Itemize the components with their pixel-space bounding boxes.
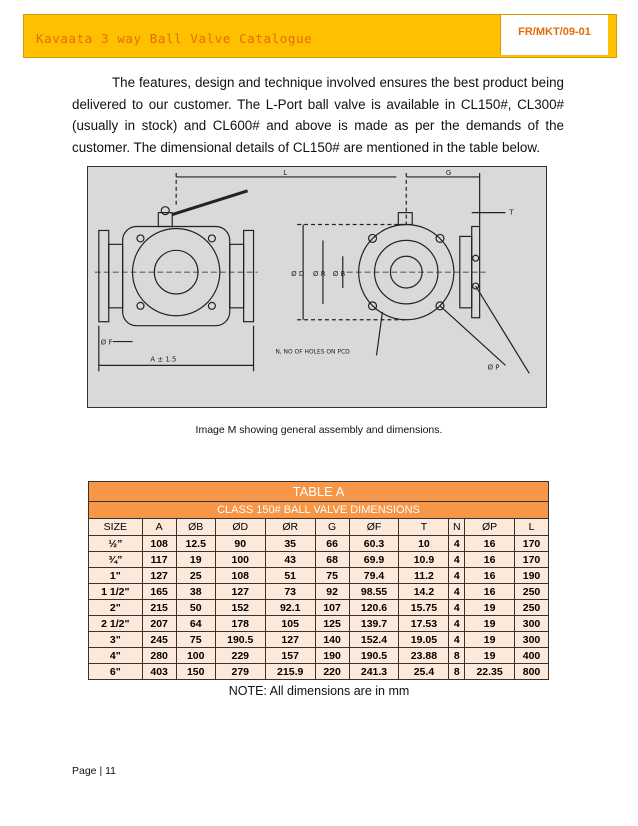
- table-row: [89, 552, 549, 568]
- table-cell: 92.1: [265, 600, 315, 616]
- table-cell: 25: [176, 568, 215, 584]
- table-cell: 117: [142, 552, 176, 568]
- table-cell: 98.55: [349, 584, 399, 600]
- table-cell: 25.4: [399, 664, 449, 680]
- table-cell: 19: [176, 552, 215, 568]
- table-cell: 108: [215, 568, 265, 584]
- table-cell: 4: [449, 632, 465, 648]
- table-cell: 300: [515, 632, 549, 648]
- table-cell: 4: [449, 600, 465, 616]
- table-cell: 14.2: [399, 584, 449, 600]
- table-cell: 19: [465, 648, 515, 664]
- column-header: A: [142, 519, 176, 536]
- table-cell: 190: [515, 568, 549, 584]
- table-cell: 38: [176, 584, 215, 600]
- table-cell: 60.3: [349, 536, 399, 552]
- table-cell: 120.6: [349, 600, 399, 616]
- table-cell: 190: [315, 648, 349, 664]
- table-cell: 4: [449, 536, 465, 552]
- dim-label-b: Ø B: [332, 270, 346, 279]
- table-cell: 68: [315, 552, 349, 568]
- dim-label-a: A ± 1.5: [150, 355, 177, 364]
- dim-label-t: T: [509, 208, 514, 217]
- table-cell: 4: [449, 584, 465, 600]
- table-cell: 1 1/2": [89, 584, 143, 600]
- table-cell: 125: [315, 616, 349, 632]
- table-cell: 403: [142, 664, 176, 680]
- document-code: FR/MKT/09-01: [500, 15, 608, 55]
- table-cell: 215.9: [265, 664, 315, 680]
- dim-label-p: Ø P: [487, 363, 500, 372]
- table-cell: 73: [265, 584, 315, 600]
- table-subtitle: CLASS 150# BALL VALVE DIMENSIONS: [89, 502, 549, 519]
- table-cell: 241.3: [349, 664, 399, 680]
- page-number: Page | 11: [72, 765, 116, 777]
- table-cell: 50: [176, 600, 215, 616]
- table-cell: 250: [515, 584, 549, 600]
- table-cell: ¾”: [89, 552, 143, 568]
- table-cell: 190.5: [215, 632, 265, 648]
- intro-paragraph: The features, design and technique involved ensures the best product being delivered to our customer. The L-Port ball valve is available in CL150#, CL300# (usually in stock) and CL600# and above is made as per the demands of the customer. The dimensional details of CL150# are mentioned in the table below.: [72, 75, 564, 155]
- table-row: [89, 664, 549, 680]
- table-cell: 4: [449, 616, 465, 632]
- table-cell: 16: [465, 552, 515, 568]
- table-cell: 400: [515, 648, 549, 664]
- column-header: ØP: [465, 519, 515, 536]
- table-cell: 300: [515, 616, 549, 632]
- table-cell: 15.75: [399, 600, 449, 616]
- table-row: [89, 600, 549, 616]
- document-title: Kavaata 3 way Ball Valve Catalogue: [36, 31, 313, 46]
- table-cell: 152.4: [349, 632, 399, 648]
- table-cell: 6": [89, 664, 143, 680]
- table-cell: 207: [142, 616, 176, 632]
- dim-label-f: Ø F: [100, 338, 113, 347]
- table-cell: 10.9: [399, 552, 449, 568]
- table-cell: 16: [465, 536, 515, 552]
- table-cell: 127: [215, 584, 265, 600]
- table-header-row: [89, 519, 549, 536]
- table-cell: 100: [215, 552, 265, 568]
- table-cell: 17.53: [399, 616, 449, 632]
- table-cell: 3": [89, 632, 143, 648]
- table-cell: 170: [515, 552, 549, 568]
- table-cell: 250: [515, 600, 549, 616]
- column-header: SIZE: [89, 519, 143, 536]
- table-cell: 90: [215, 536, 265, 552]
- table-cell: 8: [449, 648, 465, 664]
- table-cell: ½”: [89, 536, 143, 552]
- dim-label-d: Ø D: [291, 270, 305, 279]
- table-row: [89, 648, 549, 664]
- column-header: ØD: [215, 519, 265, 536]
- table-cell: 170: [515, 536, 549, 552]
- table-cell: 10: [399, 536, 449, 552]
- column-header: N: [449, 519, 465, 536]
- table-cell: 229: [215, 648, 265, 664]
- table-cell: 35: [265, 536, 315, 552]
- column-header: ØR: [265, 519, 315, 536]
- table-cell: 16: [465, 584, 515, 600]
- table-cell: 64: [176, 616, 215, 632]
- table-cell: 165: [142, 584, 176, 600]
- table-cell: 139.7: [349, 616, 399, 632]
- table-cell: 279: [215, 664, 265, 680]
- dimensions-table: [88, 481, 549, 680]
- table-cell: 51: [265, 568, 315, 584]
- table-title: TABLE A: [89, 482, 549, 502]
- column-header: T: [399, 519, 449, 536]
- table-row: [89, 584, 549, 600]
- table-cell: 215: [142, 600, 176, 616]
- table-cell: 8: [449, 664, 465, 680]
- table-row: [89, 536, 549, 552]
- dim-label-g: G: [445, 168, 452, 177]
- table-cell: 12.5: [176, 536, 215, 552]
- table-cell: 105: [265, 616, 315, 632]
- column-header: ØB: [176, 519, 215, 536]
- table-cell: 108: [142, 536, 176, 552]
- table-cell: 107: [315, 600, 349, 616]
- table-cell: 140: [315, 632, 349, 648]
- table-cell: 100: [176, 648, 215, 664]
- table-cell: 75: [176, 632, 215, 648]
- dim-label-l: L: [283, 168, 288, 177]
- table-cell: 800: [515, 664, 549, 680]
- header-bar: [23, 14, 617, 58]
- table-cell: 4: [449, 552, 465, 568]
- table-cell: 43: [265, 552, 315, 568]
- table-cell: 19: [465, 616, 515, 632]
- table-cell: 150: [176, 664, 215, 680]
- table-cell: 66: [315, 536, 349, 552]
- table-cell: 16: [465, 568, 515, 584]
- table-cell: 69.9: [349, 552, 399, 568]
- table-cell: 92: [315, 584, 349, 600]
- table-cell: 4: [449, 568, 465, 584]
- table-cell: 19: [465, 600, 515, 616]
- table-cell: 2 1/2": [89, 616, 143, 632]
- table-cell: 157: [265, 648, 315, 664]
- table-cell: 75: [315, 568, 349, 584]
- column-header: G: [315, 519, 349, 536]
- table-row: [89, 616, 549, 632]
- table-cell: 1": [89, 568, 143, 584]
- table-cell: 19: [465, 632, 515, 648]
- assembly-drawing: [87, 166, 547, 408]
- table-cell: 23.88: [399, 648, 449, 664]
- table-cell: 22.35: [465, 664, 515, 680]
- table-cell: 2": [89, 600, 143, 616]
- table-row: [89, 632, 549, 648]
- column-header: L: [515, 519, 549, 536]
- table-cell: 4": [89, 648, 143, 664]
- table-cell: 178: [215, 616, 265, 632]
- table-cell: 245: [142, 632, 176, 648]
- table-cell: 220: [315, 664, 349, 680]
- table-cell: 127: [142, 568, 176, 584]
- table-cell: 11.2: [399, 568, 449, 584]
- table-cell: 190.5: [349, 648, 399, 664]
- table-cell: 280: [142, 648, 176, 664]
- table-cell: 19.05: [399, 632, 449, 648]
- figure-caption: Image M showing general assembly and dimensions.: [195, 424, 443, 436]
- dim-label-holes: N, NO OF HOLES ON PCD: [275, 348, 350, 356]
- column-header: ØF: [349, 519, 399, 536]
- table-cell: 127: [265, 632, 315, 648]
- table-cell: 152: [215, 600, 265, 616]
- units-note: NOTE: All dimensions are in mm: [228, 684, 410, 698]
- table-row: [89, 568, 549, 584]
- table-cell: 79.4: [349, 568, 399, 584]
- dim-label-r: Ø R: [313, 270, 326, 279]
